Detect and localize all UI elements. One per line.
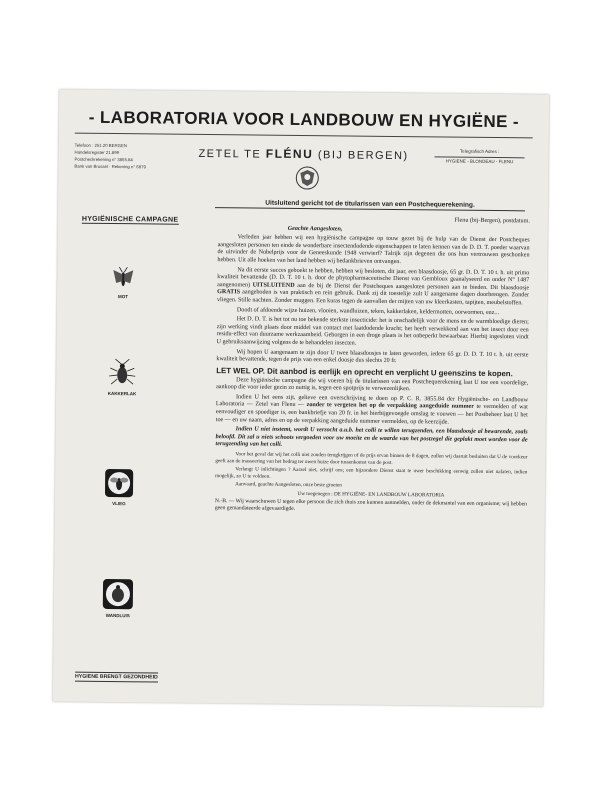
greeting: Geachte Aangesloten, — [287, 225, 343, 233]
insect-label: WANDLUIS — [105, 612, 130, 619]
header-rule — [75, 133, 533, 139]
paragraph: Het D. D. T. is het tot nu toe bekende sterkste insecticide: het is onschadelijk voor de mens en de warmbloedige dieren; zijn werking vindt plaats door middel van contact met laatdodende kracht; het heeft verwekkend aan van het insect door een residu-effect van duurzame werkzaamheid. Geborgen in een droge plaats is het onbeperkt bewaarbaar. Hierbij ingesloten vindt U gebruiksaanwijzing volgens de te behandelen insecten. — [216, 316, 529, 347]
paragraph: Doodt of afdoende wijze huizen, vlooien, wandluizen, teken, kakkerlaken, keldermotten, oorwormen, enz... — [236, 306, 500, 316]
paragraph: Deze hygiënische campagne die wij voeren bij de titularissen van een Postchequerekening laat U toe een voordelige, aankoop die voor ieder gezin zo nuttig is, tegen een spotprijs te verwezenlijken. — [216, 377, 529, 393]
contact-line: Handelsregister 21.899 — [74, 149, 120, 156]
letterhead-title: - LABORATORIA VOOR LANDBOUW EN HYGIËNE - — [88, 107, 520, 132]
cockroach-icon — [107, 358, 137, 388]
campaign-heading: HYGIËNISCHE CAMPAGNE — [81, 215, 179, 224]
slogan: HYGIENE BRENGT GEZONDHEID — [75, 673, 158, 681]
insect-label: VLIEG — [112, 501, 126, 507]
seat-line — [168, 146, 438, 163]
seat-prefix: ZETEL TE — [198, 147, 262, 161]
moth-icon — [110, 265, 136, 291]
contact-line: Postcheckrekening n° 3855.84 — [74, 156, 133, 163]
emphasis: zonder te vergeten het op de verpakking aangeduide nummer — [306, 402, 474, 411]
letter-body — [215, 215, 530, 517]
contact-line: Telefoon : 251.20 BERGEN — [74, 142, 127, 149]
insect-fly — [99, 468, 139, 506]
closing: Aanvaard, geachte Aangesloten, onze beste groeten — [235, 481, 342, 489]
emphasis: GRATIS — [217, 289, 241, 296]
telegraph-info — [424, 147, 534, 166]
insect-cockroach — [102, 358, 142, 396]
paragraph: Verleden jaar hebben wij een hygiënische campagne op touw gezet bij de hulp van de Dienst der Postcheques aangesloten personen ten einde de wonderbare insectendodende eigenschappen te laten kennen van de D. D. T. poeder waarvan de uitvinder de Nobelprijs voor de Geneeskunde 1948 verwierf? Talrijk zijn degenen die ons hun vertrouwen geschonken hebben. Uit alle hoeken van het land hebben wij bedankbrieven ontvangen. — [217, 234, 530, 266]
insect-bedbug — [98, 578, 138, 618]
insect-label: KAKKERLAK — [107, 390, 137, 397]
emphasis: UITSLUITEND — [252, 282, 295, 289]
notice-heading: LET WEL OP. Dit aanbod is eerlijk en oprecht en verplicht U geenszins te kopen. — [216, 365, 513, 378]
seat-city: FLÉNU — [265, 146, 314, 162]
insect-label: MOT — [118, 294, 129, 300]
contact-line: Bank van Brussel · Rekening n° 6879 — [74, 163, 146, 170]
paragraph: Na dit eerste succes geboekt te hebben, hebben wij besloten, dit jaar, een blaasdoosje, 65 gr. D. D. T. 10 t. h. uit primo kwaliteit bevattende (D. D. T. 10 t. h. door de phytopharmaceutische Dienst van Gembloux geanalyseerd en onder N° 1487 aangenomen) UITSLUITEND aan de bij de Dienst der Postcheques aangesloten personen aan te bieden. Dit blaasdoosje GRATIS aangeboden is van praktisch en rein gebruik. Dank zij dit toestelije zult U aangename dagen doorbrengen. Zonder vliegen. Stille nachten. Zonder muggen. Een kuras tegen de aanvallen der mijten van uw kleerkasten, tapijten, meubelstoffen. — [216, 266, 530, 307]
paragraph: Wij hopen U aangenaam te zijn door U twee blaasdoosjes te laten geworden, iedere 65 gr. D. D. T. 10 t. h. uit eerste kwaliteit bevattende, tegen de prijs van een enkel doosje dus slechts 20 fr. — [216, 348, 529, 365]
paragraph: Voor het geval dat wij het colli niet zouden terugkrijgen of de prijs ervan binnen de 8 dagen, zullen wij daaruit besluiten dat U de voorkeur geeft aan de inasseering van het bedrag ter uwen huize door tussenkomst van de post. — [215, 451, 528, 466]
fly-icon — [104, 468, 134, 498]
addressee-note: Uitsluitend gericht tot de titularissen van een Postchequerekening. — [215, 199, 525, 211]
emblem-icon — [294, 165, 320, 191]
telegraph-address: HYGIENE - BLONDEAU - FLENU — [445, 158, 514, 165]
insect-moth — [103, 265, 143, 299]
signature: Uw toegenegen : DE HYGIËNE- EN LANDBOUW LABORATORIA — [297, 490, 445, 499]
telegraph-label: Telegrafisch Adres : — [459, 148, 500, 155]
seat-suffix: (BIJ BERGEN) — [317, 149, 409, 163]
paragraph: Verlangt U inlichtingen ? Aarzel niet, schrijf ons; een bijzondere Dienst staat te uwer beschikking eenwig zullen niet nalaten, indien mogelijk, zo U te voldoen. — [215, 466, 528, 480]
place-date: Flenu (bij-Bergen), postdatum. — [454, 217, 530, 225]
paragraph: Indien U niet instemt, wordt U verzocht a.u.b. het colli te willen terugzenden, een blaasdoosje al bewarende, zoals beloofd. Dit zal u niets schoots vergoeden voor uw moeite en de waarde van het postzegel die geplakt moet worden voor de terugzending van het colli. — [215, 426, 528, 449]
letter-sheet — [53, 89, 549, 706]
bedbug-icon — [102, 578, 134, 610]
footnote: N.-B. — Wij waarschuwen U tegen elke persoon die zich thuis zou kunnen aanmelden, onder de dekmantel van een organisme; wij hebben geen gemandateerde afgevaardigde. — [214, 498, 527, 512]
paragraph: Indien U het eens zijt, gelieve een overschrijving te doen op P. C. R. 3855.84 der Hygiënische- en Landbouw Laboratoria — Zetel van Flenu — zonder te vergeten het op de verpakking aangeduide nummer te vermelden of wat eenvoudiger en spoediger is, een bankbriefje van 20 fr. in het hierbijgevoegde omslag te vouwen — het Postbeheer laat U het toe — en uw naam, adres en op de verpakking aangeduide nummer vermelden, op de keerzijde. — [215, 394, 529, 426]
